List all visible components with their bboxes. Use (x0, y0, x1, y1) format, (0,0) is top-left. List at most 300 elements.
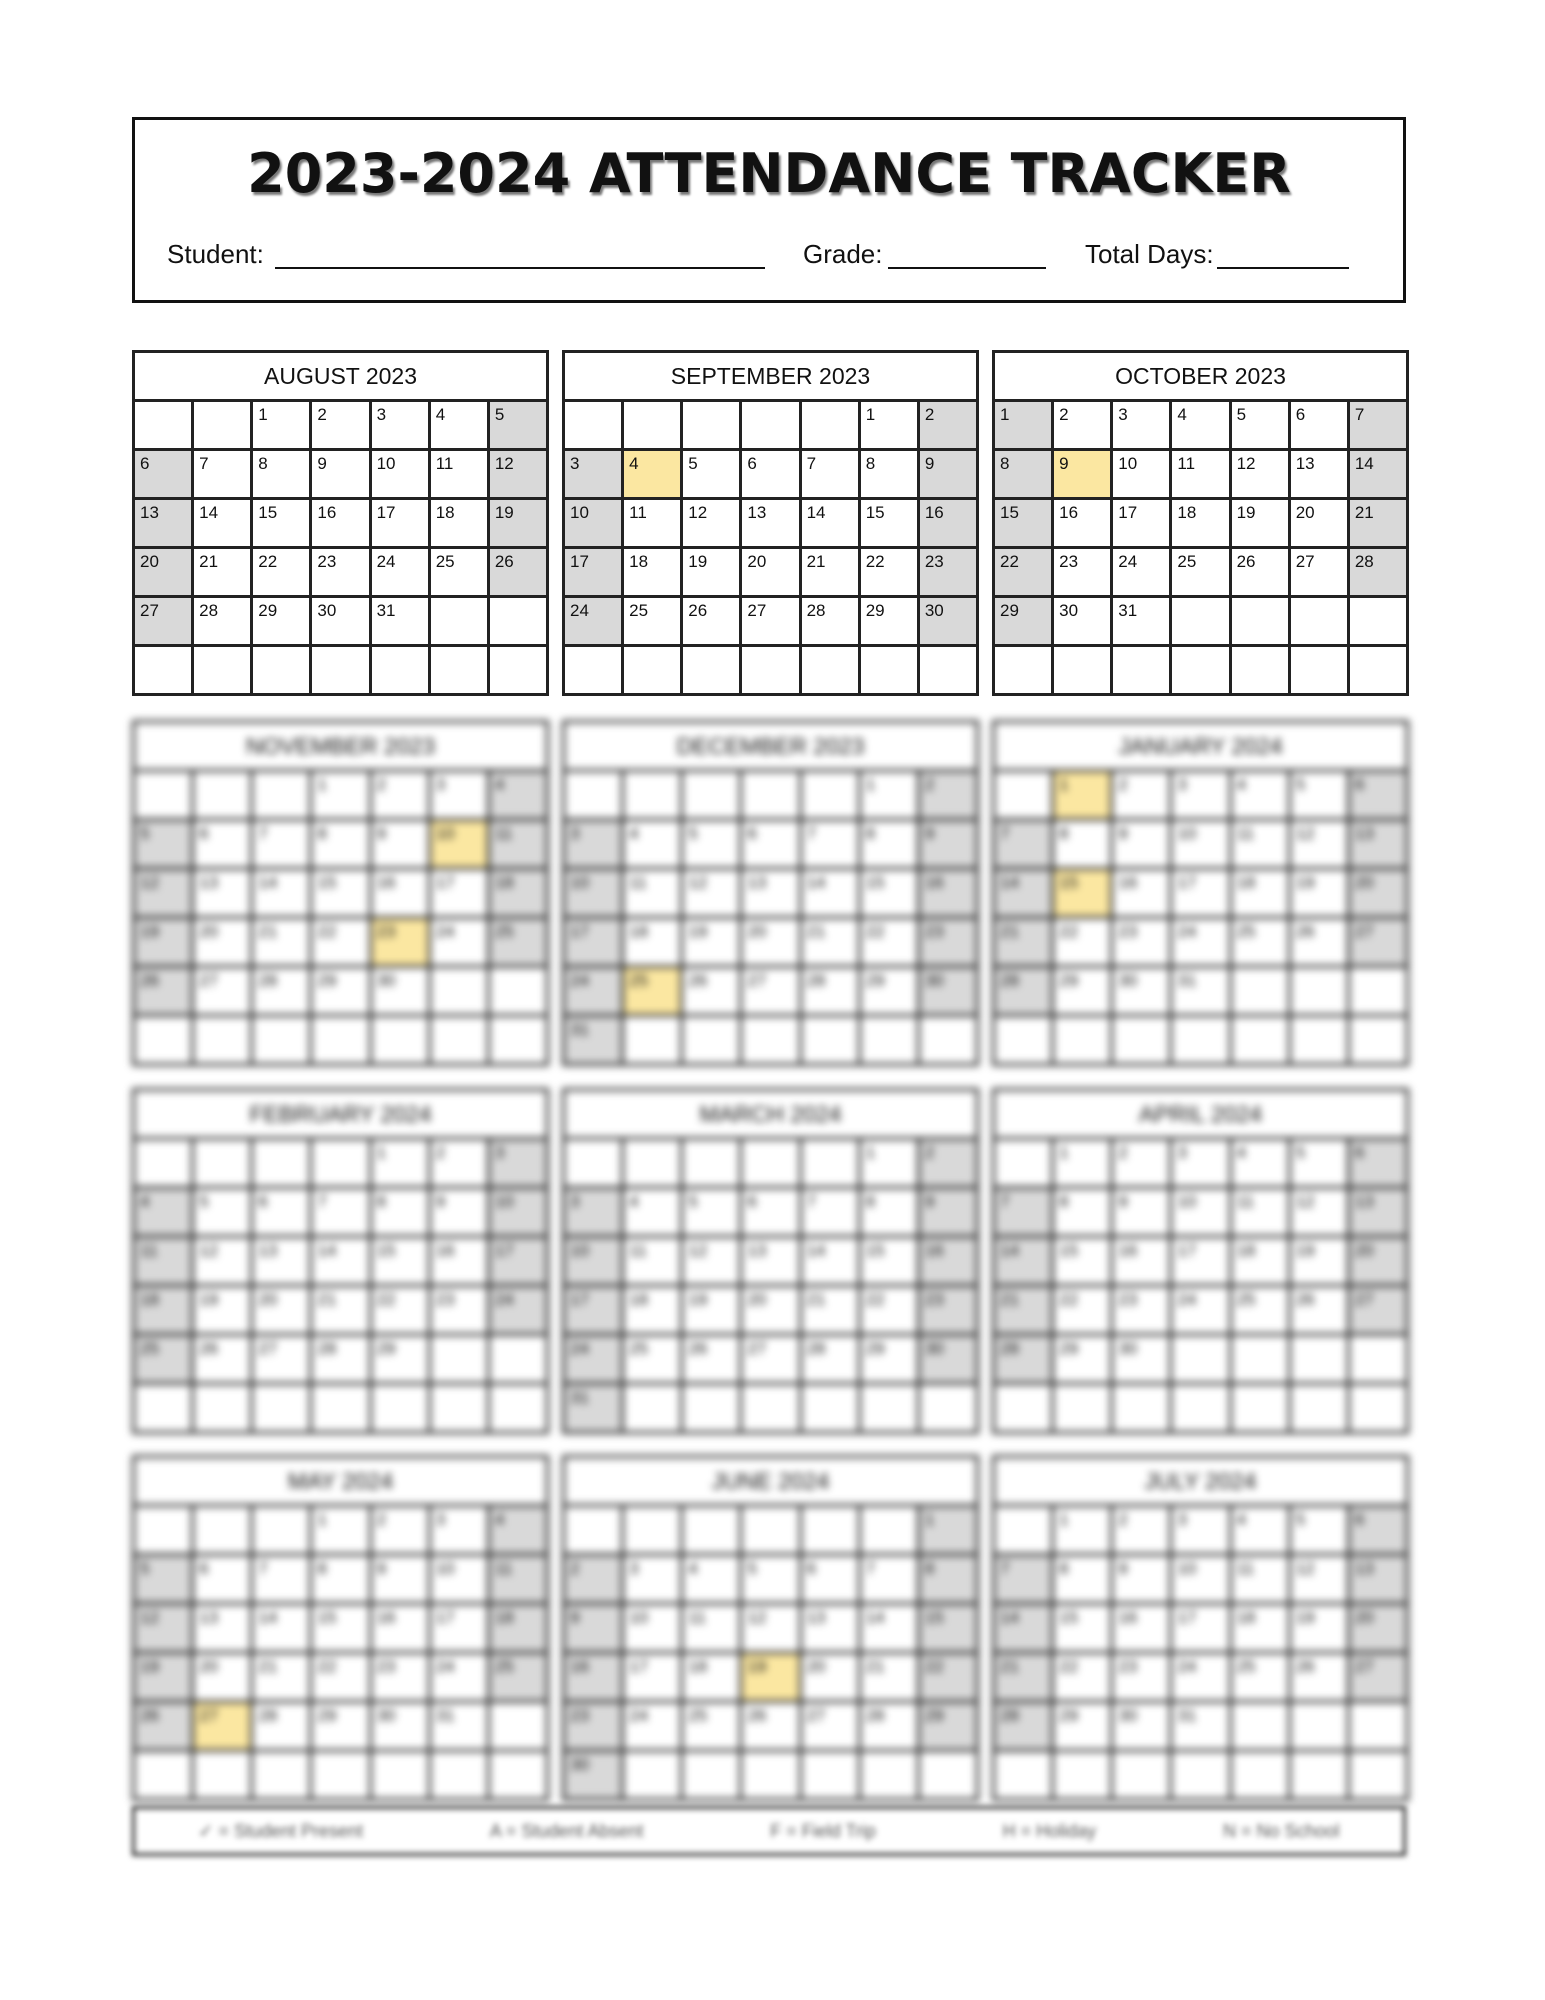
day-cell[interactable] (372, 821, 431, 870)
day-cell[interactable] (565, 1654, 624, 1703)
day-cell[interactable] (742, 451, 801, 500)
day-cell[interactable] (683, 1605, 742, 1654)
day-cell[interactable] (194, 598, 253, 647)
day-cell[interactable] (1350, 402, 1409, 451)
day-cell[interactable] (431, 402, 490, 451)
day-cell[interactable] (861, 549, 920, 598)
day-cell[interactable] (1350, 1654, 1409, 1703)
day-cell[interactable] (1113, 451, 1172, 500)
day-cell[interactable] (1172, 402, 1231, 451)
day-cell[interactable] (742, 500, 801, 549)
day-cell[interactable] (1232, 821, 1291, 870)
day-cell[interactable] (431, 500, 490, 549)
day-cell[interactable] (683, 1556, 742, 1605)
day-cell[interactable] (1172, 1140, 1231, 1189)
day-cell[interactable] (1172, 821, 1231, 870)
day-cell[interactable] (1172, 549, 1231, 598)
day-cell[interactable] (253, 919, 312, 968)
day-cell[interactable] (995, 598, 1054, 647)
day-cell[interactable] (1054, 1140, 1113, 1189)
day-cell[interactable] (1054, 870, 1113, 919)
day-cell[interactable] (920, 1189, 979, 1238)
day-cell[interactable] (742, 1287, 801, 1336)
day-cell[interactable] (312, 1189, 371, 1238)
day-cell[interactable] (995, 451, 1054, 500)
day-cell[interactable] (312, 451, 371, 500)
day-cell[interactable] (1172, 1654, 1231, 1703)
day-cell[interactable] (802, 1336, 861, 1385)
day-cell[interactable] (312, 1287, 371, 1336)
day-cell[interactable] (920, 1654, 979, 1703)
day-cell[interactable] (920, 402, 979, 451)
day-cell[interactable] (1054, 821, 1113, 870)
day-cell[interactable] (624, 870, 683, 919)
day-cell[interactable] (1172, 1507, 1231, 1556)
day-cell[interactable] (742, 919, 801, 968)
day-cell[interactable] (431, 821, 490, 870)
day-cell[interactable] (312, 919, 371, 968)
day-cell[interactable] (253, 1238, 312, 1287)
day-cell[interactable] (683, 451, 742, 500)
day-cell[interactable] (1232, 451, 1291, 500)
day-cell[interactable] (624, 500, 683, 549)
day-cell[interactable] (1113, 1556, 1172, 1605)
day-cell[interactable] (565, 500, 624, 549)
day-cell[interactable] (1172, 1605, 1231, 1654)
day-cell[interactable] (135, 1556, 194, 1605)
day-cell[interactable] (1113, 1605, 1172, 1654)
day-cell[interactable] (194, 1654, 253, 1703)
day-cell[interactable] (995, 1287, 1054, 1336)
day-cell[interactable] (861, 1238, 920, 1287)
day-cell[interactable] (194, 870, 253, 919)
day-cell[interactable] (861, 821, 920, 870)
day-cell[interactable] (995, 870, 1054, 919)
day-cell[interactable] (861, 500, 920, 549)
day-cell[interactable] (431, 1654, 490, 1703)
day-cell[interactable] (1350, 1140, 1409, 1189)
day-cell[interactable] (742, 968, 801, 1017)
day-cell[interactable] (253, 1605, 312, 1654)
day-cell[interactable] (1054, 1238, 1113, 1287)
day-cell[interactable] (1232, 1605, 1291, 1654)
day-cell[interactable] (920, 1605, 979, 1654)
day-cell[interactable] (372, 549, 431, 598)
day-cell[interactable] (1172, 968, 1231, 1017)
day-cell[interactable] (1350, 919, 1409, 968)
day-cell[interactable] (861, 772, 920, 821)
total-days-field[interactable] (1217, 267, 1349, 269)
day-cell[interactable] (135, 821, 194, 870)
day-cell[interactable] (802, 500, 861, 549)
day-cell[interactable] (372, 919, 431, 968)
day-cell[interactable] (920, 821, 979, 870)
day-cell[interactable] (312, 870, 371, 919)
day-cell[interactable] (683, 1654, 742, 1703)
day-cell[interactable] (1232, 549, 1291, 598)
day-cell[interactable] (624, 919, 683, 968)
day-cell[interactable] (1172, 1238, 1231, 1287)
day-cell[interactable] (802, 968, 861, 1017)
day-cell[interactable] (1291, 1654, 1350, 1703)
day-cell[interactable] (565, 451, 624, 500)
day-cell[interactable] (372, 1287, 431, 1336)
day-cell[interactable] (194, 1605, 253, 1654)
day-cell[interactable] (1350, 451, 1409, 500)
student-field[interactable] (275, 267, 765, 269)
day-cell[interactable] (253, 549, 312, 598)
day-cell[interactable] (624, 821, 683, 870)
day-cell[interactable] (995, 919, 1054, 968)
day-cell[interactable] (742, 821, 801, 870)
day-cell[interactable] (1113, 500, 1172, 549)
day-cell[interactable] (194, 549, 253, 598)
day-cell[interactable] (565, 968, 624, 1017)
day-cell[interactable] (1172, 1287, 1231, 1336)
day-cell[interactable] (253, 1336, 312, 1385)
day-cell[interactable] (920, 1140, 979, 1189)
day-cell[interactable] (253, 1189, 312, 1238)
day-cell[interactable] (194, 1556, 253, 1605)
day-cell[interactable] (1113, 1140, 1172, 1189)
day-cell[interactable] (802, 598, 861, 647)
day-cell[interactable] (312, 1605, 371, 1654)
day-cell[interactable] (253, 870, 312, 919)
day-cell[interactable] (1113, 1336, 1172, 1385)
day-cell[interactable] (920, 500, 979, 549)
day-cell[interactable] (431, 1238, 490, 1287)
day-cell[interactable] (1291, 821, 1350, 870)
day-cell[interactable] (135, 1605, 194, 1654)
day-cell[interactable] (683, 598, 742, 647)
day-cell[interactable] (1172, 500, 1231, 549)
day-cell[interactable] (1172, 1189, 1231, 1238)
day-cell[interactable] (253, 968, 312, 1017)
day-cell[interactable] (490, 549, 549, 598)
day-cell[interactable] (372, 870, 431, 919)
day-cell[interactable] (1054, 1336, 1113, 1385)
day-cell[interactable] (683, 1703, 742, 1752)
day-cell[interactable] (624, 1238, 683, 1287)
day-cell[interactable] (253, 1703, 312, 1752)
day-cell[interactable] (431, 1507, 490, 1556)
day-cell[interactable] (1113, 1238, 1172, 1287)
day-cell[interactable] (995, 500, 1054, 549)
day-cell[interactable] (742, 1703, 801, 1752)
day-cell[interactable] (135, 598, 194, 647)
day-cell[interactable] (1172, 1556, 1231, 1605)
day-cell[interactable] (135, 1703, 194, 1752)
day-cell[interactable] (372, 772, 431, 821)
day-cell[interactable] (135, 1287, 194, 1336)
day-cell[interactable] (995, 1654, 1054, 1703)
day-cell[interactable] (565, 1385, 624, 1434)
day-cell[interactable] (1291, 1238, 1350, 1287)
day-cell[interactable] (1054, 1507, 1113, 1556)
day-cell[interactable] (312, 1336, 371, 1385)
day-cell[interactable] (565, 1752, 624, 1801)
day-cell[interactable] (802, 1703, 861, 1752)
day-cell[interactable] (312, 1556, 371, 1605)
day-cell[interactable] (861, 919, 920, 968)
day-cell[interactable] (194, 1189, 253, 1238)
day-cell[interactable] (802, 1654, 861, 1703)
day-cell[interactable] (490, 1556, 549, 1605)
day-cell[interactable] (312, 1703, 371, 1752)
day-cell[interactable] (565, 1556, 624, 1605)
day-cell[interactable] (135, 549, 194, 598)
day-cell[interactable] (565, 821, 624, 870)
day-cell[interactable] (253, 1654, 312, 1703)
day-cell[interactable] (995, 1336, 1054, 1385)
day-cell[interactable] (431, 1703, 490, 1752)
day-cell[interactable] (253, 1287, 312, 1336)
day-cell[interactable] (802, 1189, 861, 1238)
day-cell[interactable] (802, 1556, 861, 1605)
day-cell[interactable] (920, 870, 979, 919)
day-cell[interactable] (920, 1238, 979, 1287)
day-cell[interactable] (802, 1287, 861, 1336)
day-cell[interactable] (1113, 1703, 1172, 1752)
day-cell[interactable] (1113, 870, 1172, 919)
day-cell[interactable] (431, 772, 490, 821)
day-cell[interactable] (1232, 1654, 1291, 1703)
day-cell[interactable] (861, 1287, 920, 1336)
day-cell[interactable] (135, 1336, 194, 1385)
day-cell[interactable] (253, 402, 312, 451)
day-cell[interactable] (490, 919, 549, 968)
day-cell[interactable] (1232, 1287, 1291, 1336)
day-cell[interactable] (1350, 1556, 1409, 1605)
day-cell[interactable] (624, 1605, 683, 1654)
day-cell[interactable] (565, 919, 624, 968)
day-cell[interactable] (1291, 1140, 1350, 1189)
day-cell[interactable] (624, 1336, 683, 1385)
day-cell[interactable] (802, 1605, 861, 1654)
day-cell[interactable] (1054, 1556, 1113, 1605)
day-cell[interactable] (253, 1556, 312, 1605)
day-cell[interactable] (1054, 1703, 1113, 1752)
day-cell[interactable] (920, 451, 979, 500)
day-cell[interactable] (312, 598, 371, 647)
day-cell[interactable] (861, 402, 920, 451)
day-cell[interactable] (1172, 451, 1231, 500)
day-cell[interactable] (1232, 500, 1291, 549)
day-cell[interactable] (683, 549, 742, 598)
day-cell[interactable] (624, 968, 683, 1017)
day-cell[interactable] (194, 1287, 253, 1336)
day-cell[interactable] (1054, 500, 1113, 549)
day-cell[interactable] (1350, 1507, 1409, 1556)
day-cell[interactable] (995, 821, 1054, 870)
day-cell[interactable] (802, 821, 861, 870)
day-cell[interactable] (372, 402, 431, 451)
day-cell[interactable] (1350, 1238, 1409, 1287)
day-cell[interactable] (683, 1287, 742, 1336)
day-cell[interactable] (490, 1654, 549, 1703)
day-cell[interactable] (683, 1189, 742, 1238)
day-cell[interactable] (135, 1189, 194, 1238)
day-cell[interactable] (565, 1336, 624, 1385)
day-cell[interactable] (1350, 1287, 1409, 1336)
day-cell[interactable] (1350, 500, 1409, 549)
day-cell[interactable] (1291, 870, 1350, 919)
day-cell[interactable] (1291, 500, 1350, 549)
day-cell[interactable] (1113, 821, 1172, 870)
day-cell[interactable] (1113, 598, 1172, 647)
grade-field[interactable] (888, 267, 1046, 269)
day-cell[interactable] (1291, 1605, 1350, 1654)
day-cell[interactable] (861, 1556, 920, 1605)
day-cell[interactable] (312, 1654, 371, 1703)
day-cell[interactable] (490, 1507, 549, 1556)
day-cell[interactable] (683, 968, 742, 1017)
day-cell[interactable] (1291, 549, 1350, 598)
day-cell[interactable] (253, 598, 312, 647)
day-cell[interactable] (1291, 772, 1350, 821)
day-cell[interactable] (683, 870, 742, 919)
day-cell[interactable] (372, 1238, 431, 1287)
day-cell[interactable] (1232, 1189, 1291, 1238)
day-cell[interactable] (431, 1189, 490, 1238)
day-cell[interactable] (861, 1336, 920, 1385)
day-cell[interactable] (135, 1238, 194, 1287)
day-cell[interactable] (372, 1654, 431, 1703)
day-cell[interactable] (995, 1238, 1054, 1287)
day-cell[interactable] (920, 919, 979, 968)
day-cell[interactable] (1232, 1556, 1291, 1605)
day-cell[interactable] (742, 1556, 801, 1605)
day-cell[interactable] (490, 1605, 549, 1654)
day-cell[interactable] (431, 1140, 490, 1189)
day-cell[interactable] (995, 968, 1054, 1017)
day-cell[interactable] (253, 500, 312, 549)
day-cell[interactable] (372, 1507, 431, 1556)
day-cell[interactable] (312, 1507, 371, 1556)
day-cell[interactable] (1172, 1703, 1231, 1752)
day-cell[interactable] (565, 598, 624, 647)
day-cell[interactable] (431, 1556, 490, 1605)
day-cell[interactable] (135, 968, 194, 1017)
day-cell[interactable] (1113, 1189, 1172, 1238)
day-cell[interactable] (372, 1703, 431, 1752)
day-cell[interactable] (1291, 1556, 1350, 1605)
day-cell[interactable] (565, 1703, 624, 1752)
day-cell[interactable] (372, 1605, 431, 1654)
day-cell[interactable] (683, 1238, 742, 1287)
day-cell[interactable] (135, 870, 194, 919)
day-cell[interactable] (312, 500, 371, 549)
day-cell[interactable] (565, 1017, 624, 1066)
day-cell[interactable] (920, 1703, 979, 1752)
day-cell[interactable] (920, 1556, 979, 1605)
day-cell[interactable] (624, 1654, 683, 1703)
day-cell[interactable] (565, 870, 624, 919)
day-cell[interactable] (194, 1703, 253, 1752)
day-cell[interactable] (995, 549, 1054, 598)
day-cell[interactable] (1172, 870, 1231, 919)
day-cell[interactable] (624, 1556, 683, 1605)
day-cell[interactable] (312, 549, 371, 598)
day-cell[interactable] (861, 1703, 920, 1752)
day-cell[interactable] (802, 870, 861, 919)
day-cell[interactable] (490, 1287, 549, 1336)
day-cell[interactable] (742, 1238, 801, 1287)
day-cell[interactable] (1054, 549, 1113, 598)
day-cell[interactable] (372, 1140, 431, 1189)
day-cell[interactable] (1054, 598, 1113, 647)
day-cell[interactable] (995, 1189, 1054, 1238)
day-cell[interactable] (565, 549, 624, 598)
day-cell[interactable] (1054, 1605, 1113, 1654)
day-cell[interactable] (135, 500, 194, 549)
day-cell[interactable] (742, 549, 801, 598)
day-cell[interactable] (1054, 919, 1113, 968)
day-cell[interactable] (1350, 821, 1409, 870)
day-cell[interactable] (1113, 549, 1172, 598)
day-cell[interactable] (1054, 1189, 1113, 1238)
day-cell[interactable] (995, 1703, 1054, 1752)
day-cell[interactable] (565, 1605, 624, 1654)
day-cell[interactable] (683, 1336, 742, 1385)
day-cell[interactable] (1232, 1140, 1291, 1189)
day-cell[interactable] (372, 598, 431, 647)
day-cell[interactable] (1113, 772, 1172, 821)
day-cell[interactable] (1350, 549, 1409, 598)
day-cell[interactable] (1232, 402, 1291, 451)
day-cell[interactable] (861, 1189, 920, 1238)
day-cell[interactable] (431, 870, 490, 919)
day-cell[interactable] (253, 451, 312, 500)
day-cell[interactable] (135, 451, 194, 500)
day-cell[interactable] (1291, 919, 1350, 968)
day-cell[interactable] (742, 1336, 801, 1385)
day-cell[interactable] (624, 1189, 683, 1238)
day-cell[interactable] (683, 500, 742, 549)
day-cell[interactable] (920, 772, 979, 821)
day-cell[interactable] (431, 1287, 490, 1336)
day-cell[interactable] (1291, 451, 1350, 500)
day-cell[interactable] (565, 1189, 624, 1238)
day-cell[interactable] (861, 1140, 920, 1189)
day-cell[interactable] (1172, 772, 1231, 821)
day-cell[interactable] (742, 598, 801, 647)
day-cell[interactable] (194, 500, 253, 549)
day-cell[interactable] (1113, 919, 1172, 968)
day-cell[interactable] (920, 598, 979, 647)
day-cell[interactable] (1350, 870, 1409, 919)
day-cell[interactable] (920, 1336, 979, 1385)
day-cell[interactable] (490, 402, 549, 451)
day-cell[interactable] (372, 968, 431, 1017)
day-cell[interactable] (995, 1605, 1054, 1654)
day-cell[interactable] (624, 451, 683, 500)
day-cell[interactable] (1054, 1654, 1113, 1703)
day-cell[interactable] (312, 402, 371, 451)
day-cell[interactable] (920, 1507, 979, 1556)
day-cell[interactable] (1054, 1287, 1113, 1336)
day-cell[interactable] (995, 402, 1054, 451)
day-cell[interactable] (1113, 968, 1172, 1017)
day-cell[interactable] (1113, 1654, 1172, 1703)
day-cell[interactable] (861, 598, 920, 647)
day-cell[interactable] (1054, 451, 1113, 500)
day-cell[interactable] (312, 821, 371, 870)
day-cell[interactable] (372, 1556, 431, 1605)
day-cell[interactable] (1054, 402, 1113, 451)
day-cell[interactable] (742, 870, 801, 919)
day-cell[interactable] (312, 772, 371, 821)
